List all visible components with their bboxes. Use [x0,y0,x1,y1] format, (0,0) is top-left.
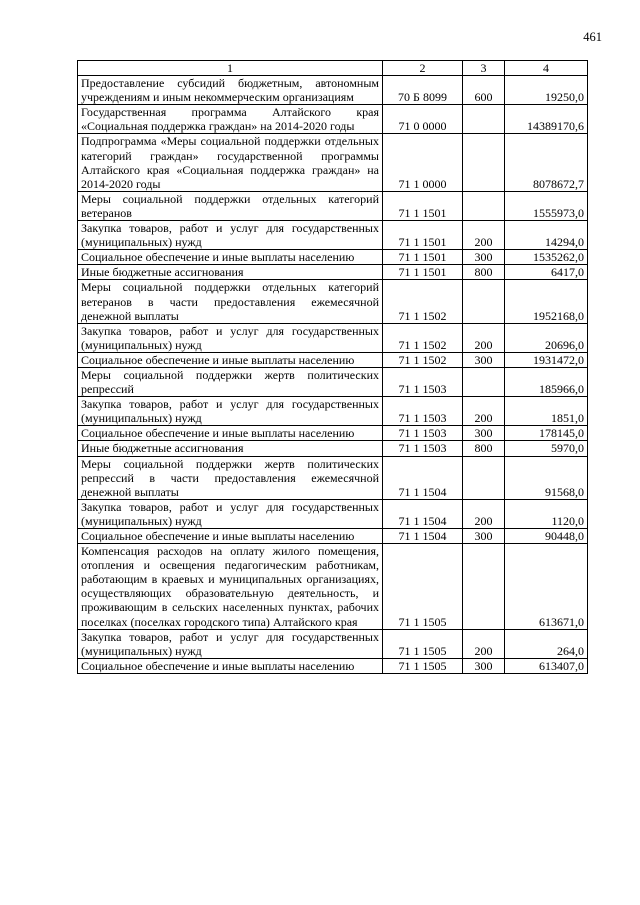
row-code: 71 1 0000 [383,134,463,191]
row-description: Закупка товаров, работ и услуг для государственных (муниципальных) нужд [78,323,383,352]
row-amount: 14389170,6 [505,105,588,134]
row-code: 71 1 1503 [383,426,463,441]
row-code: 71 1 1503 [383,397,463,426]
row-code: 71 1 1503 [383,441,463,456]
row-amount: 178145,0 [505,426,588,441]
row-expense-type [463,367,505,396]
column-header-4: 4 [505,61,588,76]
row-code: 71 1 1502 [383,323,463,352]
row-amount: 185966,0 [505,367,588,396]
row-description: Иные бюджетные ассигнования [78,441,383,456]
row-expense-type: 300 [463,250,505,265]
row-amount: 1931472,0 [505,352,588,367]
row-expense-type: 300 [463,352,505,367]
row-expense-type: 200 [463,323,505,352]
row-expense-type [463,191,505,220]
table-row [78,658,588,673]
row-description: Закупка товаров, работ и услуг для государственных (муниципальных) нужд [78,629,383,658]
row-code: 70 Б 8099 [383,76,463,105]
table-row [78,221,588,250]
row-code: 71 1 1504 [383,456,463,499]
row-expense-type: 300 [463,426,505,441]
row-amount: 5970,0 [505,441,588,456]
row-expense-type: 300 [463,529,505,544]
table-row [78,456,588,499]
row-description: Подпрограмма «Меры социальной поддержки отдельных категорий граждан» государственной программы Алтайского края «Социальная поддержка граждан» на 2014-2020 годы [78,134,383,191]
row-description: Социальное обеспечение и иные выплаты населению [78,426,383,441]
table-row [78,529,588,544]
column-header-3: 3 [463,61,505,76]
table-row [78,265,588,280]
row-expense-type [463,134,505,191]
table-row [78,367,588,396]
table-row [78,191,588,220]
table-row [78,280,588,323]
column-header-2: 2 [383,61,463,76]
row-code: 71 1 1501 [383,265,463,280]
row-amount: 264,0 [505,629,588,658]
row-expense-type: 800 [463,265,505,280]
table-row [78,76,588,105]
row-description: Закупка товаров, работ и услуг для государственных (муниципальных) нужд [78,221,383,250]
row-code: 71 1 1505 [383,629,463,658]
table-row [78,250,588,265]
table-row [78,352,588,367]
page-number: 461 [583,30,602,44]
table-header-row [78,61,588,76]
row-description: Меры социальной поддержки жертв политических репрессий [78,367,383,396]
row-description: Меры социальной поддержки отдельных категорий ветеранов [78,191,383,220]
row-code: 71 1 1501 [383,221,463,250]
row-description: Предоставление субсидий бюджетным, автономным учреждениям и иным некоммерческим организациям [78,76,383,105]
row-description: Меры социальной поддержки жертв политических репрессий в части предоставления ежемесячной денежной выплаты [78,456,383,499]
row-expense-type: 800 [463,441,505,456]
row-amount: 1120,0 [505,499,588,528]
row-code: 71 1 1502 [383,280,463,323]
row-expense-type: 200 [463,629,505,658]
row-code: 71 1 1501 [383,250,463,265]
row-code: 71 1 1505 [383,658,463,673]
row-amount: 20696,0 [505,323,588,352]
table-row [78,134,588,191]
row-amount: 1555973,0 [505,191,588,220]
table-row [78,105,588,134]
table-row [78,397,588,426]
row-amount: 1851,0 [505,397,588,426]
row-code: 71 1 1501 [383,191,463,220]
table-row [78,499,588,528]
row-amount: 613671,0 [505,544,588,630]
budget-table [77,60,588,674]
row-description: Государственная программа Алтайского края «Социальная поддержка граждан» на 2014-2020 годы [78,105,383,134]
row-expense-type [463,456,505,499]
row-amount: 91568,0 [505,456,588,499]
row-amount: 613407,0 [505,658,588,673]
row-amount: 90448,0 [505,529,588,544]
row-description: Социальное обеспечение и иные выплаты населению [78,529,383,544]
table-row [78,441,588,456]
row-description: Закупка товаров, работ и услуг для государственных (муниципальных) нужд [78,397,383,426]
table-row [78,426,588,441]
row-description: Социальное обеспечение и иные выплаты населению [78,658,383,673]
row-description: Компенсация расходов на оплату жилого помещения, отопления и освещения педагогическим работникам, работающим в краевых и муниципальных организациях, осуществляющих образовательную деятельность, и проживающим в сельских населенных пунктах, рабочих поселках (поселках городского типа) Алтайского края [78,544,383,630]
row-amount: 8078672,7 [505,134,588,191]
row-description: Закупка товаров, работ и услуг для государственных (муниципальных) нужд [78,499,383,528]
row-code: 71 1 1505 [383,544,463,630]
row-description: Иные бюджетные ассигнования [78,265,383,280]
row-amount: 6417,0 [505,265,588,280]
row-description: Социальное обеспечение и иные выплаты населению [78,352,383,367]
row-code: 71 1 1504 [383,499,463,528]
row-expense-type: 600 [463,76,505,105]
row-expense-type: 200 [463,499,505,528]
row-expense-type: 300 [463,658,505,673]
row-expense-type [463,544,505,630]
row-amount: 14294,0 [505,221,588,250]
row-code: 71 1 1502 [383,352,463,367]
row-code: 71 0 0000 [383,105,463,134]
row-code: 71 1 1504 [383,529,463,544]
row-expense-type: 200 [463,397,505,426]
row-description: Социальное обеспечение и иные выплаты населению [78,250,383,265]
table-row [78,323,588,352]
column-header-1: 1 [78,61,383,76]
table-row [78,629,588,658]
table-row [78,544,588,630]
row-code: 71 1 1503 [383,367,463,396]
row-amount: 1535262,0 [505,250,588,265]
row-expense-type [463,280,505,323]
row-description: Меры социальной поддержки отдельных категорий ветеранов в части предоставления ежемесячной денежной выплаты [78,280,383,323]
row-amount: 19250,0 [505,76,588,105]
row-expense-type [463,105,505,134]
row-expense-type: 200 [463,221,505,250]
row-amount: 1952168,0 [505,280,588,323]
